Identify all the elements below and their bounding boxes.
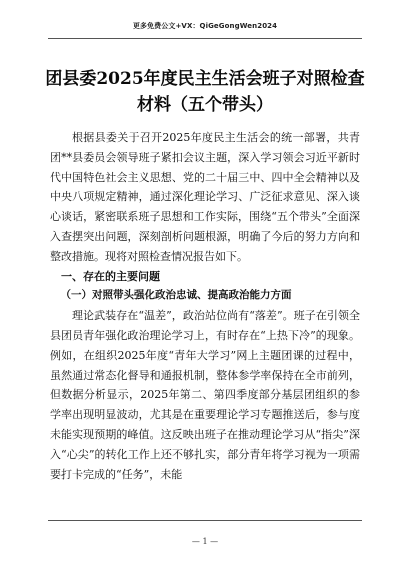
page-number: — 1 — <box>191 537 219 546</box>
body-paragraph: 理论武装存在“温差”，政治站位尚有“落差”。班子在引领全县团员青年强化政治理论学习上，有时存在“上热下冷”的现象。例如，在组织2025年度“青年大学习”网上主题团课的过程中，虽然通过常态化督导和通报机制，整体参学率保持在全市前列，但数据分析显示，2025年第二、第四季度部分基层团组织的参学率出现明显波动，尤其是在重要理论学习专题推送后，参与度未能实现预期的峰值。这反映出班子在推动理论学习从“指尖”深入“心尖”的转化工作上还不够扎实，部分青年将学习视为一项需要打卡完成的“任务”，未能 <box>50 309 360 481</box>
header-watermark: 更多免费公文+VX：QiGeGongWen2024 <box>132 22 278 30</box>
intro-paragraph: 根据县委关于召开2025年度民主生活会的统一部署，共青团**县委员会领导班子紧扣会议主题，深入学习领会习近平新时代中国特色社会主义思想、党的二十届三中、四中全会精神以及中央八项规定精神，通过深化理论学习、广泛征求意见、深入谈心谈话，紧密联系班子思想和工作实际，围绕“五个带头”全面深入查摆突出问题，深刻剖析问题根源，明确了今后的努力方向和整改措施。现将对照检查情况报告如下。 <box>50 131 360 263</box>
subsection-heading: （一）对照带头强化政治忠诚、提高政治能力方面 <box>60 289 292 302</box>
document-body <box>50 128 360 484</box>
document-title: 团县委2025年度民主生活会班子对照检查材料（五个带头） <box>45 69 365 115</box>
header-rule <box>48 38 362 39</box>
footer-rule <box>48 520 362 521</box>
section-heading: 一、存在的主要问题 <box>61 269 160 283</box>
